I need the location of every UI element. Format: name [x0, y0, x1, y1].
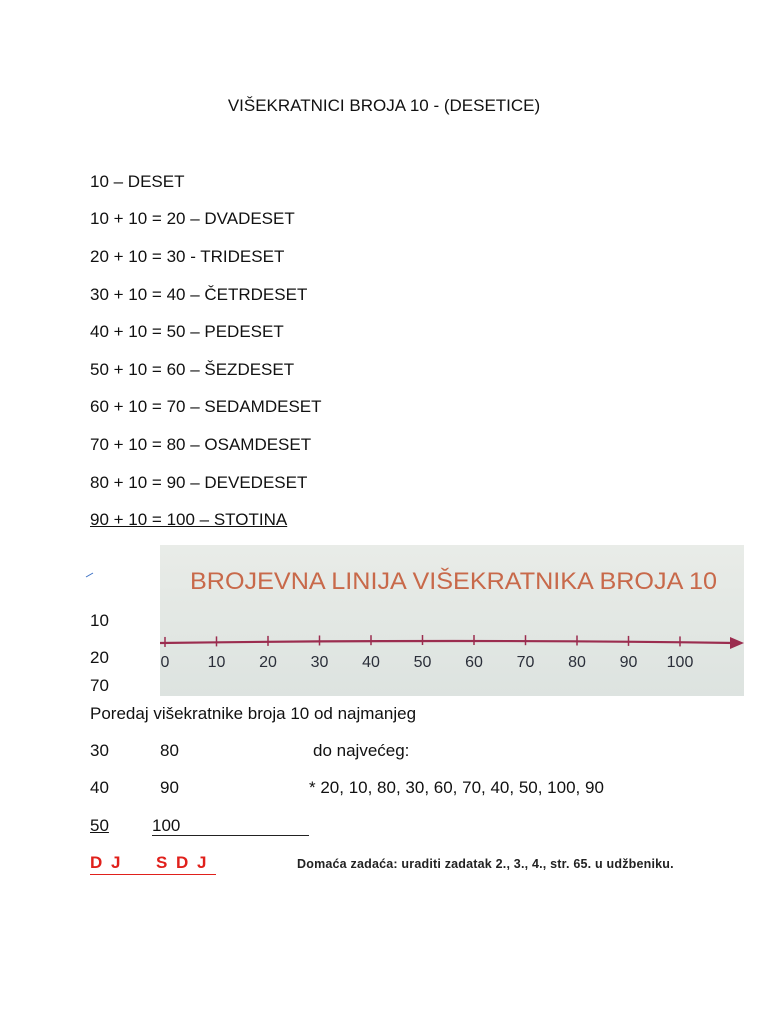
tick-label: 30 [310, 654, 329, 671]
dj-label: D J [90, 853, 123, 872]
number-90: 90 [160, 778, 179, 797]
line-1: 10 – DESET [90, 172, 185, 191]
line-2: 10 + 10 = 20 – DVADESET [90, 209, 295, 228]
line-8: 70 + 10 = 80 – OSAMDESET [90, 435, 312, 454]
line-5: 40 + 10 = 50 – PEDESET [90, 322, 284, 341]
number-40: 40 [90, 778, 109, 797]
number-80: 80 [160, 741, 179, 760]
line-10: 90 + 10 = 100 – STOTINA [90, 510, 288, 529]
pen-mark [85, 571, 95, 579]
tick-label: 20 [259, 654, 277, 671]
line-6: 50 + 10 = 60 – ŠEZDESET [90, 360, 295, 379]
number-line-heading: BROJEVNA LINIJA VIŠEKRATNIKA BROJA 10 [190, 568, 703, 595]
line-4: 30 + 10 = 40 – ČETRDESET [90, 285, 308, 304]
tick-label: 100 [666, 654, 694, 671]
line-9: 80 + 10 = 90 – DEVEDESET [90, 473, 308, 492]
page-title: VIŠEKRATNICI BROJA 10 - (DESETICE) [227, 96, 541, 115]
instruction-continued: do najvećeg: [313, 741, 410, 760]
number-line-arrow [730, 637, 744, 649]
sdj-label: S D J [156, 853, 209, 872]
tick-label: 70 [516, 654, 535, 671]
line-3: 20 + 10 = 30 - TRIDESET [90, 247, 285, 266]
homework-note: Domaća zadaća: uraditi zadatak 2., 3., 4., str. 65. u udžbeniku. [297, 857, 674, 871]
tick-label: 60 [465, 654, 483, 671]
number-10: 10 [90, 611, 109, 630]
tick-label: 90 [619, 654, 638, 671]
tick-label: 0 [160, 654, 170, 671]
tick-label: 80 [568, 654, 586, 671]
number-line-graphic [160, 545, 744, 696]
number-70: 70 [90, 676, 109, 695]
tick-label: 40 [362, 654, 380, 671]
number-line-axis [160, 641, 735, 643]
number-20: 20 [90, 648, 109, 667]
number-30: 30 [90, 741, 109, 760]
number-sequence: * 20, 10, 80, 30, 60, 70, 40, 50, 100, 90 [309, 778, 604, 797]
instruction: Poredaj višekratnike broja 10 od najmanjeg [90, 704, 417, 723]
number-100: 100 [152, 816, 181, 835]
dj-underline [90, 874, 216, 875]
tick-label: 10 [207, 654, 226, 671]
answer-underline [152, 835, 309, 836]
tick-label: 50 [413, 654, 432, 671]
number-line-image [160, 545, 744, 696]
line-7: 60 + 10 = 70 – SEDAMDESET [90, 397, 322, 416]
number-50: 50 [90, 816, 109, 835]
